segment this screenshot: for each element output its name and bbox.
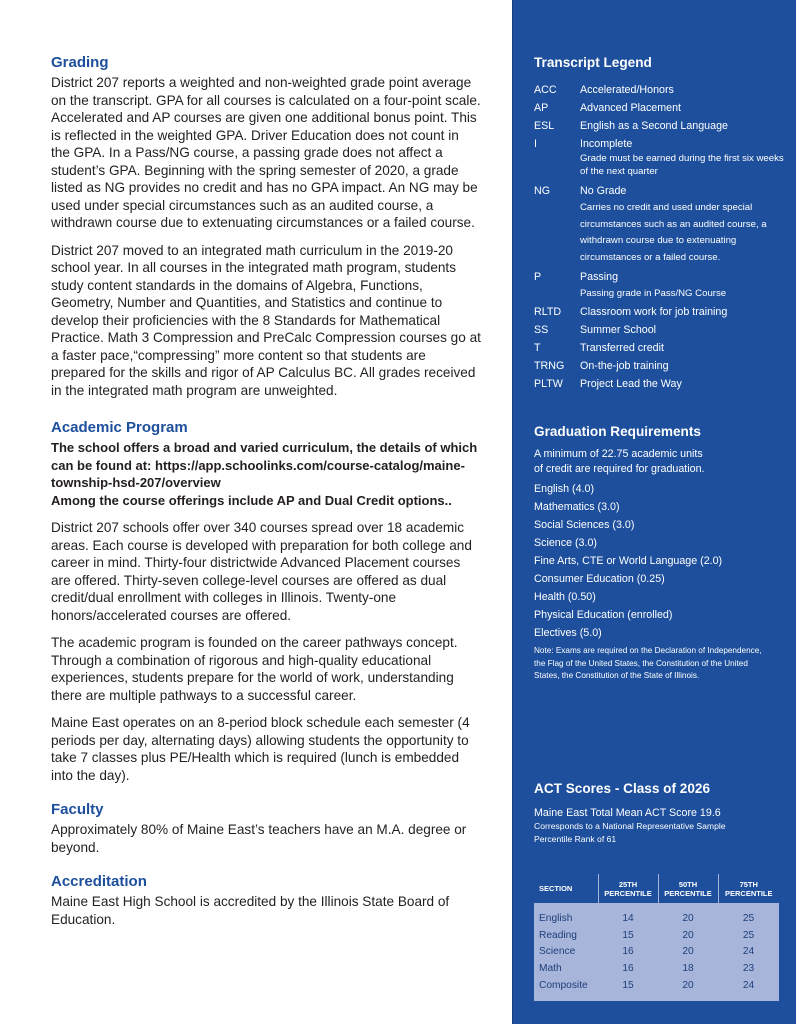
act-summary [534,806,784,846]
score-50th: 20 [682,979,694,991]
requirement-item: Science (3.0) [534,537,597,549]
incomplete-note: Grade must be earned during the first six weeks of the next quarter [580,153,784,177]
legend-abbr: NG [534,184,551,197]
score-50th: 20 [682,946,694,958]
legend-desc: Advanced Placement [580,102,681,114]
legend-item [534,357,784,375]
legend-desc: Accelerated/Honors [580,84,674,96]
academic-paragraph-3: Maine East operates on an 8-period block schedule each semester (4 periods per day, alternating days) allowing students the opportunity to take 7 classes plus PE/Health which is required (lunch is embedded into the day). [51,715,470,783]
section-name: Science [539,946,576,958]
requirement-item: Fine Arts, CTE or World Language (2.0) [534,555,723,567]
table-row [534,904,779,928]
curriculum-statement: The school offers a broad and varied curriculum, the details of which can be found at: https://app.schoolinks.com/course-catalog/maine-township-hsd-207/overview [51,440,478,490]
section-name: Composite [539,979,588,991]
score-50th: 20 [682,929,694,941]
legend-desc: English as a Second Language [580,120,728,132]
transcript-legend-heading: Transcript Legend [534,55,652,70]
legend-item [534,339,784,357]
legend-item [534,99,784,117]
act-scores-heading: ACT Scores - Class of 2026 [534,781,711,796]
score-75th: 25 [742,913,755,924]
graduation-requirements-heading: Graduation Requirements [534,424,701,439]
requirement-item: Electives (5.0) [534,627,602,639]
table-header-row [534,874,779,904]
no-grade-note: Carries no credit and used under special circumstances such as an audited course, a withdrawn course due to extenuating circumstances or a failed course. [580,201,767,264]
academic-paragraph-2: The academic program is founded on the career pathways concept. Through a combination of rigorous and high-quality educational experiences, students prepare for the world of work, understanding there are multiple pathways to a successful career. [51,635,458,703]
legend-item [534,135,784,153]
requirement-item: Consumer Education (0.25) [534,573,665,585]
legend-desc: Project Lead the Way [580,378,682,391]
requirement-item: Physical Education (enrolled) [534,609,673,621]
legend-item [534,268,784,286]
header-25th: 25TH PERCENTILE [598,874,658,904]
score-50th: 18 [682,963,694,975]
score-25th: 16 [622,963,634,975]
legend-item [534,182,784,200]
legend-abbr: T [534,342,541,355]
graduation-intro-line-2: of credit are required for graduation. [534,463,705,475]
section-name: English [539,913,573,924]
exam-note: Note: Exams are required on the Declaration of Independence, the Flag of the United States, the Constitution of the United States, the Constitution of the State of Illinois. [534,646,762,680]
table-row [534,961,779,978]
score-25th: 16 [622,946,634,958]
header-50th: 50TH PERCENTILE [658,874,718,904]
score-75th: 23 [742,963,755,975]
header-section: SECTION [534,874,598,904]
grading-paragraph-1: District 207 reports a weighted and non-weighted grade point average on the transcript. GPA for all courses is calculated on a four-point scale. Accelerated and AP courses are given one additional bonus point. This is reflected in the weighted GPA. Driver Education does not count in the GPA. In a Pass/NG course, a passing grade does not affect a student’s GPA. Beginning with the spring semester of 2020, a grade listed as NG provides no credit and has no GPA impact. An NG may be used under special circumstances such as an audited course, a withdrawn course due to extenuating circumstances or a failed course. [51,75,481,230]
table-row [534,928,779,945]
section-name: Reading [539,929,577,941]
legend-desc: No Grade [580,184,627,197]
requirement-item: Social Sciences (3.0) [534,519,635,531]
percentile-rank-line-1: Corresponds to a National Representative Sample [534,821,726,831]
legend-item [534,303,784,321]
mean-act-score: Maine East Total Mean ACT Score 19.6 [534,807,721,819]
legend-abbr: I [534,138,537,150]
column-divider [512,0,513,1024]
act-scores-table [534,874,779,1001]
legend-desc: Classroom work for job training [580,306,728,319]
legend-item [534,321,784,339]
score-50th: 20 [682,913,694,924]
legend-desc: Summer School [580,324,657,337]
legend-abbr: ESL [534,120,555,132]
legend-abbr: PLTW [534,378,563,391]
legend-desc: Passing [580,271,619,284]
table-row [534,944,779,961]
sidebar-panel [512,0,796,1024]
passing-note: Passing grade in Pass/NG Course [580,288,727,300]
legend-abbr: P [534,271,542,284]
requirement-item: Health (0.50) [534,591,596,603]
legend-abbr: ACC [534,84,557,96]
legend-abbr: TRNG [534,360,565,373]
transcript-legend [534,81,784,393]
percentile-rank-line-2: Percentile Rank of 61 [534,834,617,844]
academic-program-heading: Academic Program [51,419,188,436]
legend-abbr: SS [534,324,549,337]
accreditation-paragraph: Maine East High School is accredited by the Illinois State Board of Education. [51,894,450,927]
accreditation-heading: Accreditation [51,873,147,890]
requirement-item: English (4.0) [534,483,594,495]
legend-desc: Transferred credit [580,342,664,355]
faculty-heading: Faculty [51,801,104,818]
grading-paragraph-2: District 207 moved to an integrated math curriculum in the 2019-20 school year. In all courses in the integrated math program, students study content standards in the domains of Algebra, Functions, Geometry, Number and Quantities, and Statistics and continue to develop their proficiencies with the 8 Standards for Mathematical Practice. Math 3 Compression and PreCalc Compression courses go at a faster pace,“compressing” more content so that students are prepared for the skills and rigor of AP Calculus BC. All grades received in the integrated math program are unweighted. [51,242,481,398]
legend-abbr: AP [534,102,549,114]
legend-item [534,81,784,99]
score-75th: 24 [742,979,755,991]
score-25th: 15 [622,929,634,941]
table-row [534,978,779,1001]
academic-paragraph-1: District 207 schools offer over 340 courses spread over 18 academic areas. Each course is developed with preparation for both college and career in mind. Thirty-four districtwide Advanced Placement courses are offered. Thirty-seven college-level courses are offered as dual credit/dual enrollment with colleges in Illinois. Twenty-one honors/accelerated courses are offered. [51,520,472,623]
score-25th: 14 [622,913,634,924]
score-25th: 15 [622,979,634,991]
header-75th: 75TH PERCENTILE [718,874,779,904]
legend-abbr: RLTD [534,306,562,319]
score-75th: 25 [742,929,755,941]
graduation-requirements [534,447,784,683]
legend-item [534,117,784,135]
requirement-item: Mathematics (3.0) [534,501,620,513]
legend-desc: Incomplete [580,138,633,150]
section-name: Math [539,963,562,975]
course-offerings-statement: Among the course offerings include AP and Dual Credit options.. [51,492,452,508]
faculty-paragraph: Approximately 80% of Maine East’s teachers have an M.A. degree or beyond. [51,822,467,855]
score-75th: 24 [742,946,755,958]
graduation-intro-line-1: A minimum of 22.75 academic units [534,448,703,460]
legend-desc: On-the-job training [580,360,669,373]
grading-heading: Grading [51,54,109,71]
legend-item [534,375,784,393]
